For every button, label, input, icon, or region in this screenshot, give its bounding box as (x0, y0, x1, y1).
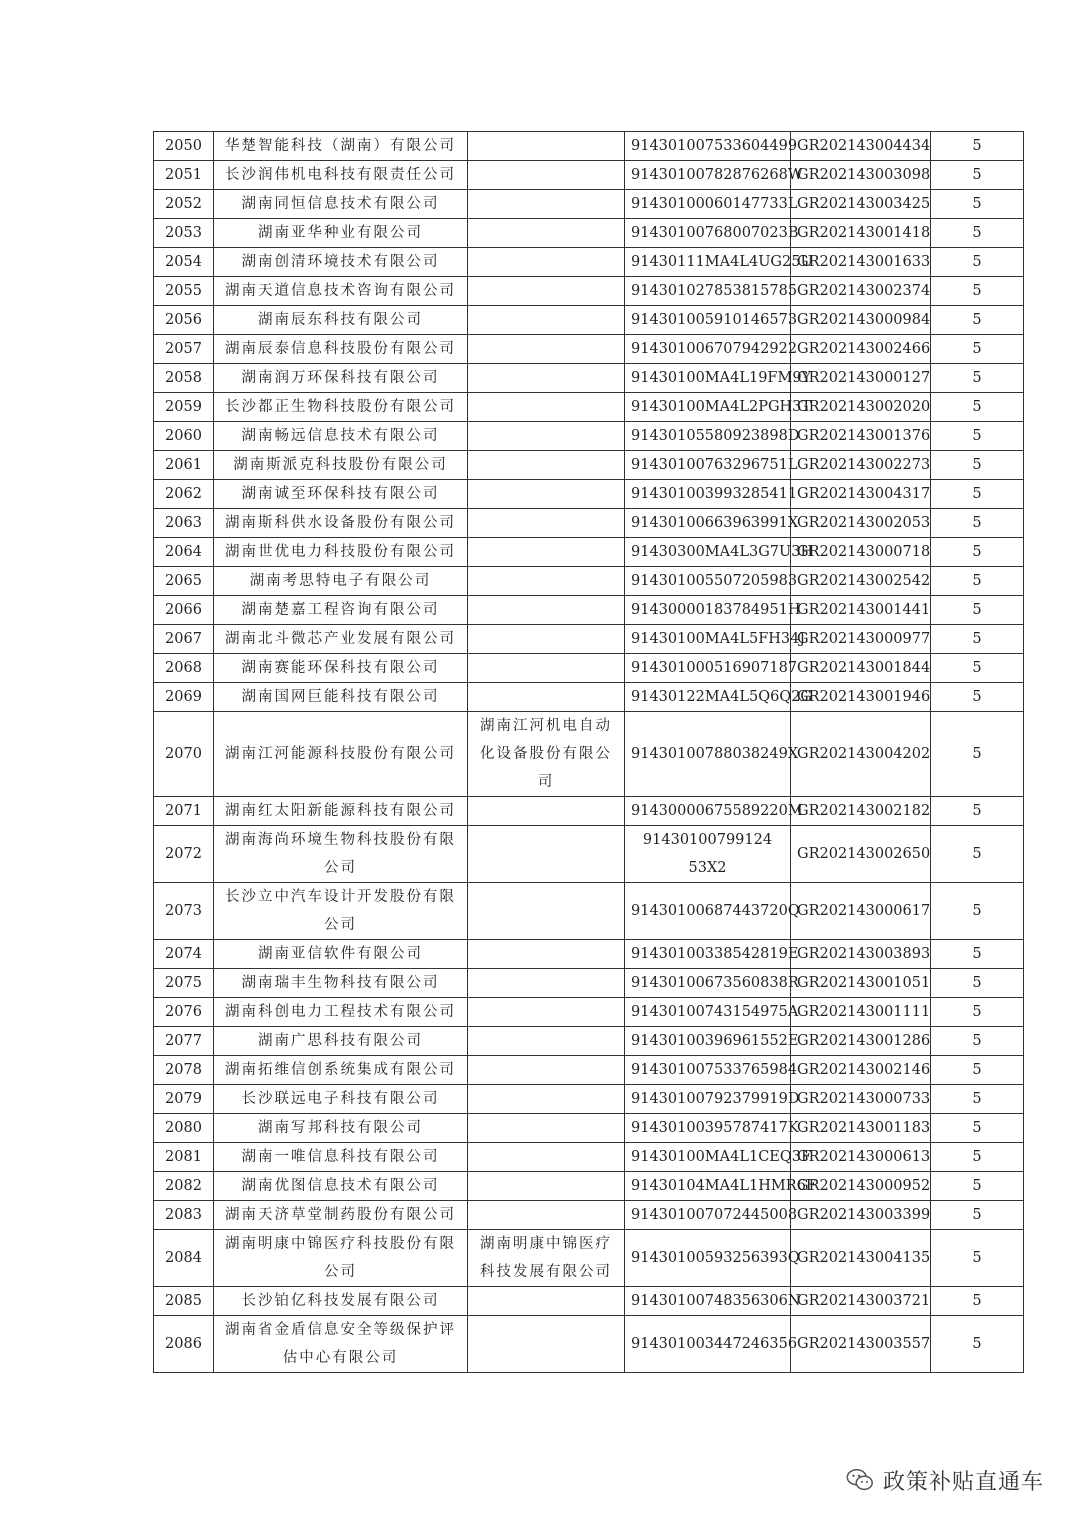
score: 5 (931, 248, 1024, 277)
parent-company (468, 596, 625, 625)
parent-company (468, 1201, 625, 1230)
company-name: 湖南科创电力工程技术有限公司 (214, 998, 468, 1027)
company-name: 湖南亚华种业有限公司 (214, 219, 468, 248)
table-row (154, 480, 1024, 509)
credit-code: 91430000675589220M (625, 797, 791, 826)
company-name: 湖南省金盾信息安全等级保护评估中心有限公司 (214, 1316, 468, 1373)
row-number: 2081 (154, 1143, 214, 1172)
row-number: 2077 (154, 1027, 214, 1056)
table-row (154, 883, 1024, 940)
score: 5 (931, 1201, 1024, 1230)
row-number: 2085 (154, 1287, 214, 1316)
credit-code: 914301007072445008 (625, 1201, 791, 1230)
certificate-number: GR202143002374 (791, 277, 931, 306)
company-name: 湖南畅远信息技术有限公司 (214, 422, 468, 451)
row-number: 2072 (154, 826, 214, 883)
company-name: 湖南明康中锦医疗科技股份有限公司 (214, 1230, 468, 1287)
credit-code: 91430100743154975A (625, 998, 791, 1027)
row-number: 2051 (154, 161, 214, 190)
credit-code: 91430100060147733L (625, 190, 791, 219)
row-number: 2079 (154, 1085, 214, 1114)
company-name: 湖南斯科供水设备股份有限公司 (214, 509, 468, 538)
parent-company (468, 1056, 625, 1085)
row-number: 2068 (154, 654, 214, 683)
score: 5 (931, 1114, 1024, 1143)
parent-company (468, 998, 625, 1027)
score: 5 (931, 1230, 1024, 1287)
company-name: 湖南拓维信创系统集成有限公司 (214, 1056, 468, 1085)
company-name: 湖南北斗微芯产业发展有限公司 (214, 625, 468, 654)
credit-code: 91430100792379919D (625, 1085, 791, 1114)
parent-company (468, 1114, 625, 1143)
table-row (154, 248, 1024, 277)
certificate-number: GR202143002542 (791, 567, 931, 596)
score: 5 (931, 1172, 1024, 1201)
certificate-number: GR202143001418 (791, 219, 931, 248)
company-name: 湖南润万环保科技有限公司 (214, 364, 468, 393)
score: 5 (931, 306, 1024, 335)
credit-code: 91430100MA4L2PGH3T (625, 393, 791, 422)
credit-code: 91430100768007023B (625, 219, 791, 248)
table-row (154, 596, 1024, 625)
row-number: 2070 (154, 712, 214, 797)
company-name: 湖南创清环境技术有限公司 (214, 248, 468, 277)
certificate-number: GR202143004135 (791, 1230, 931, 1287)
score: 5 (931, 596, 1024, 625)
credit-code: 91430300MA4L3G7U3H (625, 538, 791, 567)
credit-code: 91430100687443720Q (625, 883, 791, 940)
parent-company (468, 161, 625, 190)
score: 5 (931, 712, 1024, 797)
parent-company (468, 1143, 625, 1172)
table-row (154, 161, 1024, 190)
parent-company (468, 797, 625, 826)
table-body (154, 132, 1024, 1373)
row-number: 2082 (154, 1172, 214, 1201)
row-number: 2062 (154, 480, 214, 509)
table-row (154, 1287, 1024, 1316)
score: 5 (931, 277, 1024, 306)
table-row (154, 1172, 1024, 1201)
wechat-icon (845, 1465, 875, 1495)
certificate-number: GR202143003893 (791, 940, 931, 969)
row-number: 2071 (154, 797, 214, 826)
table-row (154, 940, 1024, 969)
row-number: 2056 (154, 306, 214, 335)
table-row (154, 132, 1024, 161)
credit-code: 91430100338542819E (625, 940, 791, 969)
score: 5 (931, 1316, 1024, 1373)
table-row (154, 1201, 1024, 1230)
watermark (845, 1462, 1044, 1498)
score: 5 (931, 364, 1024, 393)
row-number: 2080 (154, 1114, 214, 1143)
credit-code: 91430100799124​53X2 (625, 826, 791, 883)
parent-company (468, 1316, 625, 1373)
table-row (154, 826, 1024, 883)
company-name: 湖南同恒信息技术有限公司 (214, 190, 468, 219)
parent-company (468, 1287, 625, 1316)
table-row (154, 422, 1024, 451)
certificate-number: GR202143002146 (791, 1056, 931, 1085)
score: 5 (931, 1143, 1024, 1172)
row-number: 2066 (154, 596, 214, 625)
row-number: 2050 (154, 132, 214, 161)
certificate-number: GR202143000127 (791, 364, 931, 393)
credit-code: 914301006707942922 (625, 335, 791, 364)
credit-code: 91430100748356306N (625, 1287, 791, 1316)
parent-company (468, 969, 625, 998)
row-number: 2083 (154, 1201, 214, 1230)
table-row (154, 364, 1024, 393)
certificate-number: GR202143002466 (791, 335, 931, 364)
row-number: 2073 (154, 883, 214, 940)
credit-code: 91430100763296751L (625, 451, 791, 480)
score: 5 (931, 826, 1024, 883)
company-name: 湖南辰东科技有限公司 (214, 306, 468, 335)
table-row (154, 451, 1024, 480)
certificate-number: GR202143000613 (791, 1143, 931, 1172)
score: 5 (931, 451, 1024, 480)
table-row (154, 393, 1024, 422)
table-row (154, 654, 1024, 683)
company-name: 湖南瑞丰生物科技有限公司 (214, 969, 468, 998)
credit-code: 914301007533765984 (625, 1056, 791, 1085)
parent-company (468, 422, 625, 451)
certificate-number: GR202143003721 (791, 1287, 931, 1316)
company-name: 长沙都正生物科技股份有限公司 (214, 393, 468, 422)
parent-company (468, 306, 625, 335)
credit-code: 91430104MA4L1HMR6F (625, 1172, 791, 1201)
parent-company (468, 1027, 625, 1056)
credit-code: 914301007533604499 (625, 132, 791, 161)
certificate-number: GR202143002273 (791, 451, 931, 480)
parent-company (468, 451, 625, 480)
company-name: 湖南红太阳新能源科技有限公司 (214, 797, 468, 826)
certificate-number: GR202143003425 (791, 190, 931, 219)
credit-code: 91430100MA4L5FH34J (625, 625, 791, 654)
parent-company (468, 335, 625, 364)
parent-company: 湖南明康中锦医疗科技发展有限公司 (468, 1230, 625, 1287)
table-row (154, 625, 1024, 654)
company-name: 湖南海尚环境生物科技股份有限公司 (214, 826, 468, 883)
row-number: 2055 (154, 277, 214, 306)
company-name: 湖南楚嘉工程咨询有限公司 (214, 596, 468, 625)
certificate-number: GR202143004202 (791, 712, 931, 797)
credit-code: 91430100MA4L19FM9Y (625, 364, 791, 393)
score: 5 (931, 998, 1024, 1027)
certificate-number: GR202143001111 (791, 998, 931, 1027)
watermark-text: 政策补贴直通车 (882, 1469, 1044, 1495)
table-row (154, 1114, 1024, 1143)
certificate-number: GR202143001051 (791, 969, 931, 998)
score: 5 (931, 219, 1024, 248)
credit-code: 914301003447246356 (625, 1316, 791, 1373)
parent-company (468, 364, 625, 393)
table-row (154, 1056, 1024, 1085)
credit-code: 914301027853815785 (625, 277, 791, 306)
row-number: 2061 (154, 451, 214, 480)
certificate-number: GR202143002182 (791, 797, 931, 826)
parent-company (468, 480, 625, 509)
credit-code: 91430100395787417K (625, 1114, 791, 1143)
credit-code: 91430122MA4L5Q6Q2G (625, 683, 791, 712)
score: 5 (931, 883, 1024, 940)
company-name: 湖南考思特电子有限公司 (214, 567, 468, 596)
company-name: 长沙润伟机电科技有限责任公司 (214, 161, 468, 190)
parent-company (468, 277, 625, 306)
certificate-number: GR202143001183 (791, 1114, 931, 1143)
credit-code: 91430100788038249X (625, 712, 791, 797)
credit-code: 91430100663963991X (625, 509, 791, 538)
table-row (154, 335, 1024, 364)
credit-code: 914301000516907187 (625, 654, 791, 683)
certificate-number: GR202143000977 (791, 625, 931, 654)
parent-company (468, 625, 625, 654)
row-number: 2084 (154, 1230, 214, 1287)
certificate-number: GR202143000952 (791, 1172, 931, 1201)
row-number: 2058 (154, 364, 214, 393)
credit-code: 91430100782876268W (625, 161, 791, 190)
score: 5 (931, 683, 1024, 712)
certificate-number: GR202143003098 (791, 161, 931, 190)
row-number: 2053 (154, 219, 214, 248)
row-number: 2060 (154, 422, 214, 451)
parent-company (468, 393, 625, 422)
certificate-number: GR202143000718 (791, 538, 931, 567)
table-row (154, 306, 1024, 335)
table-row (154, 683, 1024, 712)
parent-company (468, 248, 625, 277)
certificate-number: GR202143000733 (791, 1085, 931, 1114)
table-row (154, 1143, 1024, 1172)
company-name: 湖南天道信息技术咨询有限公司 (214, 277, 468, 306)
score: 5 (931, 132, 1024, 161)
credit-code: 91430100MA4L1CEQ3F (625, 1143, 791, 1172)
credit-code: 914301005507205983 (625, 567, 791, 596)
score: 5 (931, 625, 1024, 654)
row-number: 2064 (154, 538, 214, 567)
table-row (154, 509, 1024, 538)
certificate-number: GR202143000617 (791, 883, 931, 940)
row-number: 2075 (154, 969, 214, 998)
credit-code: 914301005910146573 (625, 306, 791, 335)
parent-company (468, 1172, 625, 1201)
row-number: 2074 (154, 940, 214, 969)
row-number: 2065 (154, 567, 214, 596)
table-row (154, 538, 1024, 567)
certificate-number: GR202143002650 (791, 826, 931, 883)
score: 5 (931, 797, 1024, 826)
credit-code: 91430105580923898D (625, 422, 791, 451)
score: 5 (931, 1027, 1024, 1056)
table-row (154, 1230, 1024, 1287)
table-row (154, 219, 1024, 248)
certificate-number: GR202143003399 (791, 1201, 931, 1230)
parent-company (468, 683, 625, 712)
parent-company (468, 219, 625, 248)
score: 5 (931, 1287, 1024, 1316)
parent-company (468, 826, 625, 883)
certificate-number: GR202143001376 (791, 422, 931, 451)
credit-code: 91430111MA4L4UG25U (625, 248, 791, 277)
parent-company (468, 509, 625, 538)
row-number: 2054 (154, 248, 214, 277)
credit-code: 91430100396961552E (625, 1027, 791, 1056)
company-name: 湖南写邦科技有限公司 (214, 1114, 468, 1143)
row-number: 2052 (154, 190, 214, 219)
table-row (154, 567, 1024, 596)
company-name: 湖南赛能环保科技有限公司 (214, 654, 468, 683)
credit-code: 91430100673560838R (625, 969, 791, 998)
parent-company: 湖南江河机电自动化设备股份有限公司 (468, 712, 625, 797)
table-row (154, 998, 1024, 1027)
company-name: 湖南广思科技有限公司 (214, 1027, 468, 1056)
company-name: 湖南诚至环保科技有限公司 (214, 480, 468, 509)
table-row (154, 712, 1024, 797)
parent-company (468, 883, 625, 940)
score: 5 (931, 161, 1024, 190)
parent-company (468, 538, 625, 567)
score: 5 (931, 335, 1024, 364)
company-name: 湖南优图信息技术有限公司 (214, 1172, 468, 1201)
row-number: 2057 (154, 335, 214, 364)
certificate-number: GR202143002020 (791, 393, 931, 422)
credit-code: 91430000183784951H (625, 596, 791, 625)
parent-company (468, 190, 625, 219)
certificate-number: GR202143003557 (791, 1316, 931, 1373)
table-row (154, 797, 1024, 826)
row-number: 2063 (154, 509, 214, 538)
certificate-number: GR202143001844 (791, 654, 931, 683)
credit-code: 91430100593256393Q (625, 1230, 791, 1287)
parent-company (468, 567, 625, 596)
table-row (154, 277, 1024, 306)
certificate-number: GR202143001441 (791, 596, 931, 625)
company-name: 湖南亚信软件有限公司 (214, 940, 468, 969)
score: 5 (931, 538, 1024, 567)
row-number: 2086 (154, 1316, 214, 1373)
table-row (154, 969, 1024, 998)
score: 5 (931, 654, 1024, 683)
table-row (154, 1027, 1024, 1056)
score: 5 (931, 567, 1024, 596)
row-number: 2078 (154, 1056, 214, 1085)
company-name: 华楚智能科技（湖南）有限公司 (214, 132, 468, 161)
company-name: 湖南辰泰信息科技股份有限公司 (214, 335, 468, 364)
company-name: 湖南天济草堂制药股份有限公司 (214, 1201, 468, 1230)
certificate-number: GR202143004317 (791, 480, 931, 509)
parent-company (468, 654, 625, 683)
company-name: 湖南江河能源科技股份有限公司 (214, 712, 468, 797)
score: 5 (931, 1085, 1024, 1114)
credit-code: 914301003993285411 (625, 480, 791, 509)
certificate-number: GR202143002053 (791, 509, 931, 538)
company-name: 长沙铂亿科技发展有限公司 (214, 1287, 468, 1316)
company-name: 湖南世优电力科技股份有限公司 (214, 538, 468, 567)
score: 5 (931, 1056, 1024, 1085)
score: 5 (931, 393, 1024, 422)
table-row (154, 1316, 1024, 1373)
score: 5 (931, 190, 1024, 219)
score: 5 (931, 422, 1024, 451)
parent-company (468, 940, 625, 969)
table-row (154, 1085, 1024, 1114)
row-number: 2067 (154, 625, 214, 654)
row-number: 2059 (154, 393, 214, 422)
company-name: 湖南一唯信息科技有限公司 (214, 1143, 468, 1172)
row-number: 2076 (154, 998, 214, 1027)
score: 5 (931, 940, 1024, 969)
company-name: 长沙联远电子科技有限公司 (214, 1085, 468, 1114)
score: 5 (931, 480, 1024, 509)
company-table (153, 131, 1024, 1373)
certificate-number: GR202143001286 (791, 1027, 931, 1056)
score: 5 (931, 509, 1024, 538)
company-name: 湖南国网巨能科技有限公司 (214, 683, 468, 712)
company-name: 长沙立中汽车设计开发股份有限公司 (214, 883, 468, 940)
parent-company (468, 132, 625, 161)
certificate-number: GR202143004434 (791, 132, 931, 161)
company-name: 湖南斯派克科技股份有限公司 (214, 451, 468, 480)
score: 5 (931, 969, 1024, 998)
certificate-number: GR202143001946 (791, 683, 931, 712)
certificate-number: GR202143000984 (791, 306, 931, 335)
row-number: 2069 (154, 683, 214, 712)
certificate-number: GR202143001633 (791, 248, 931, 277)
parent-company (468, 1085, 625, 1114)
table-row (154, 190, 1024, 219)
